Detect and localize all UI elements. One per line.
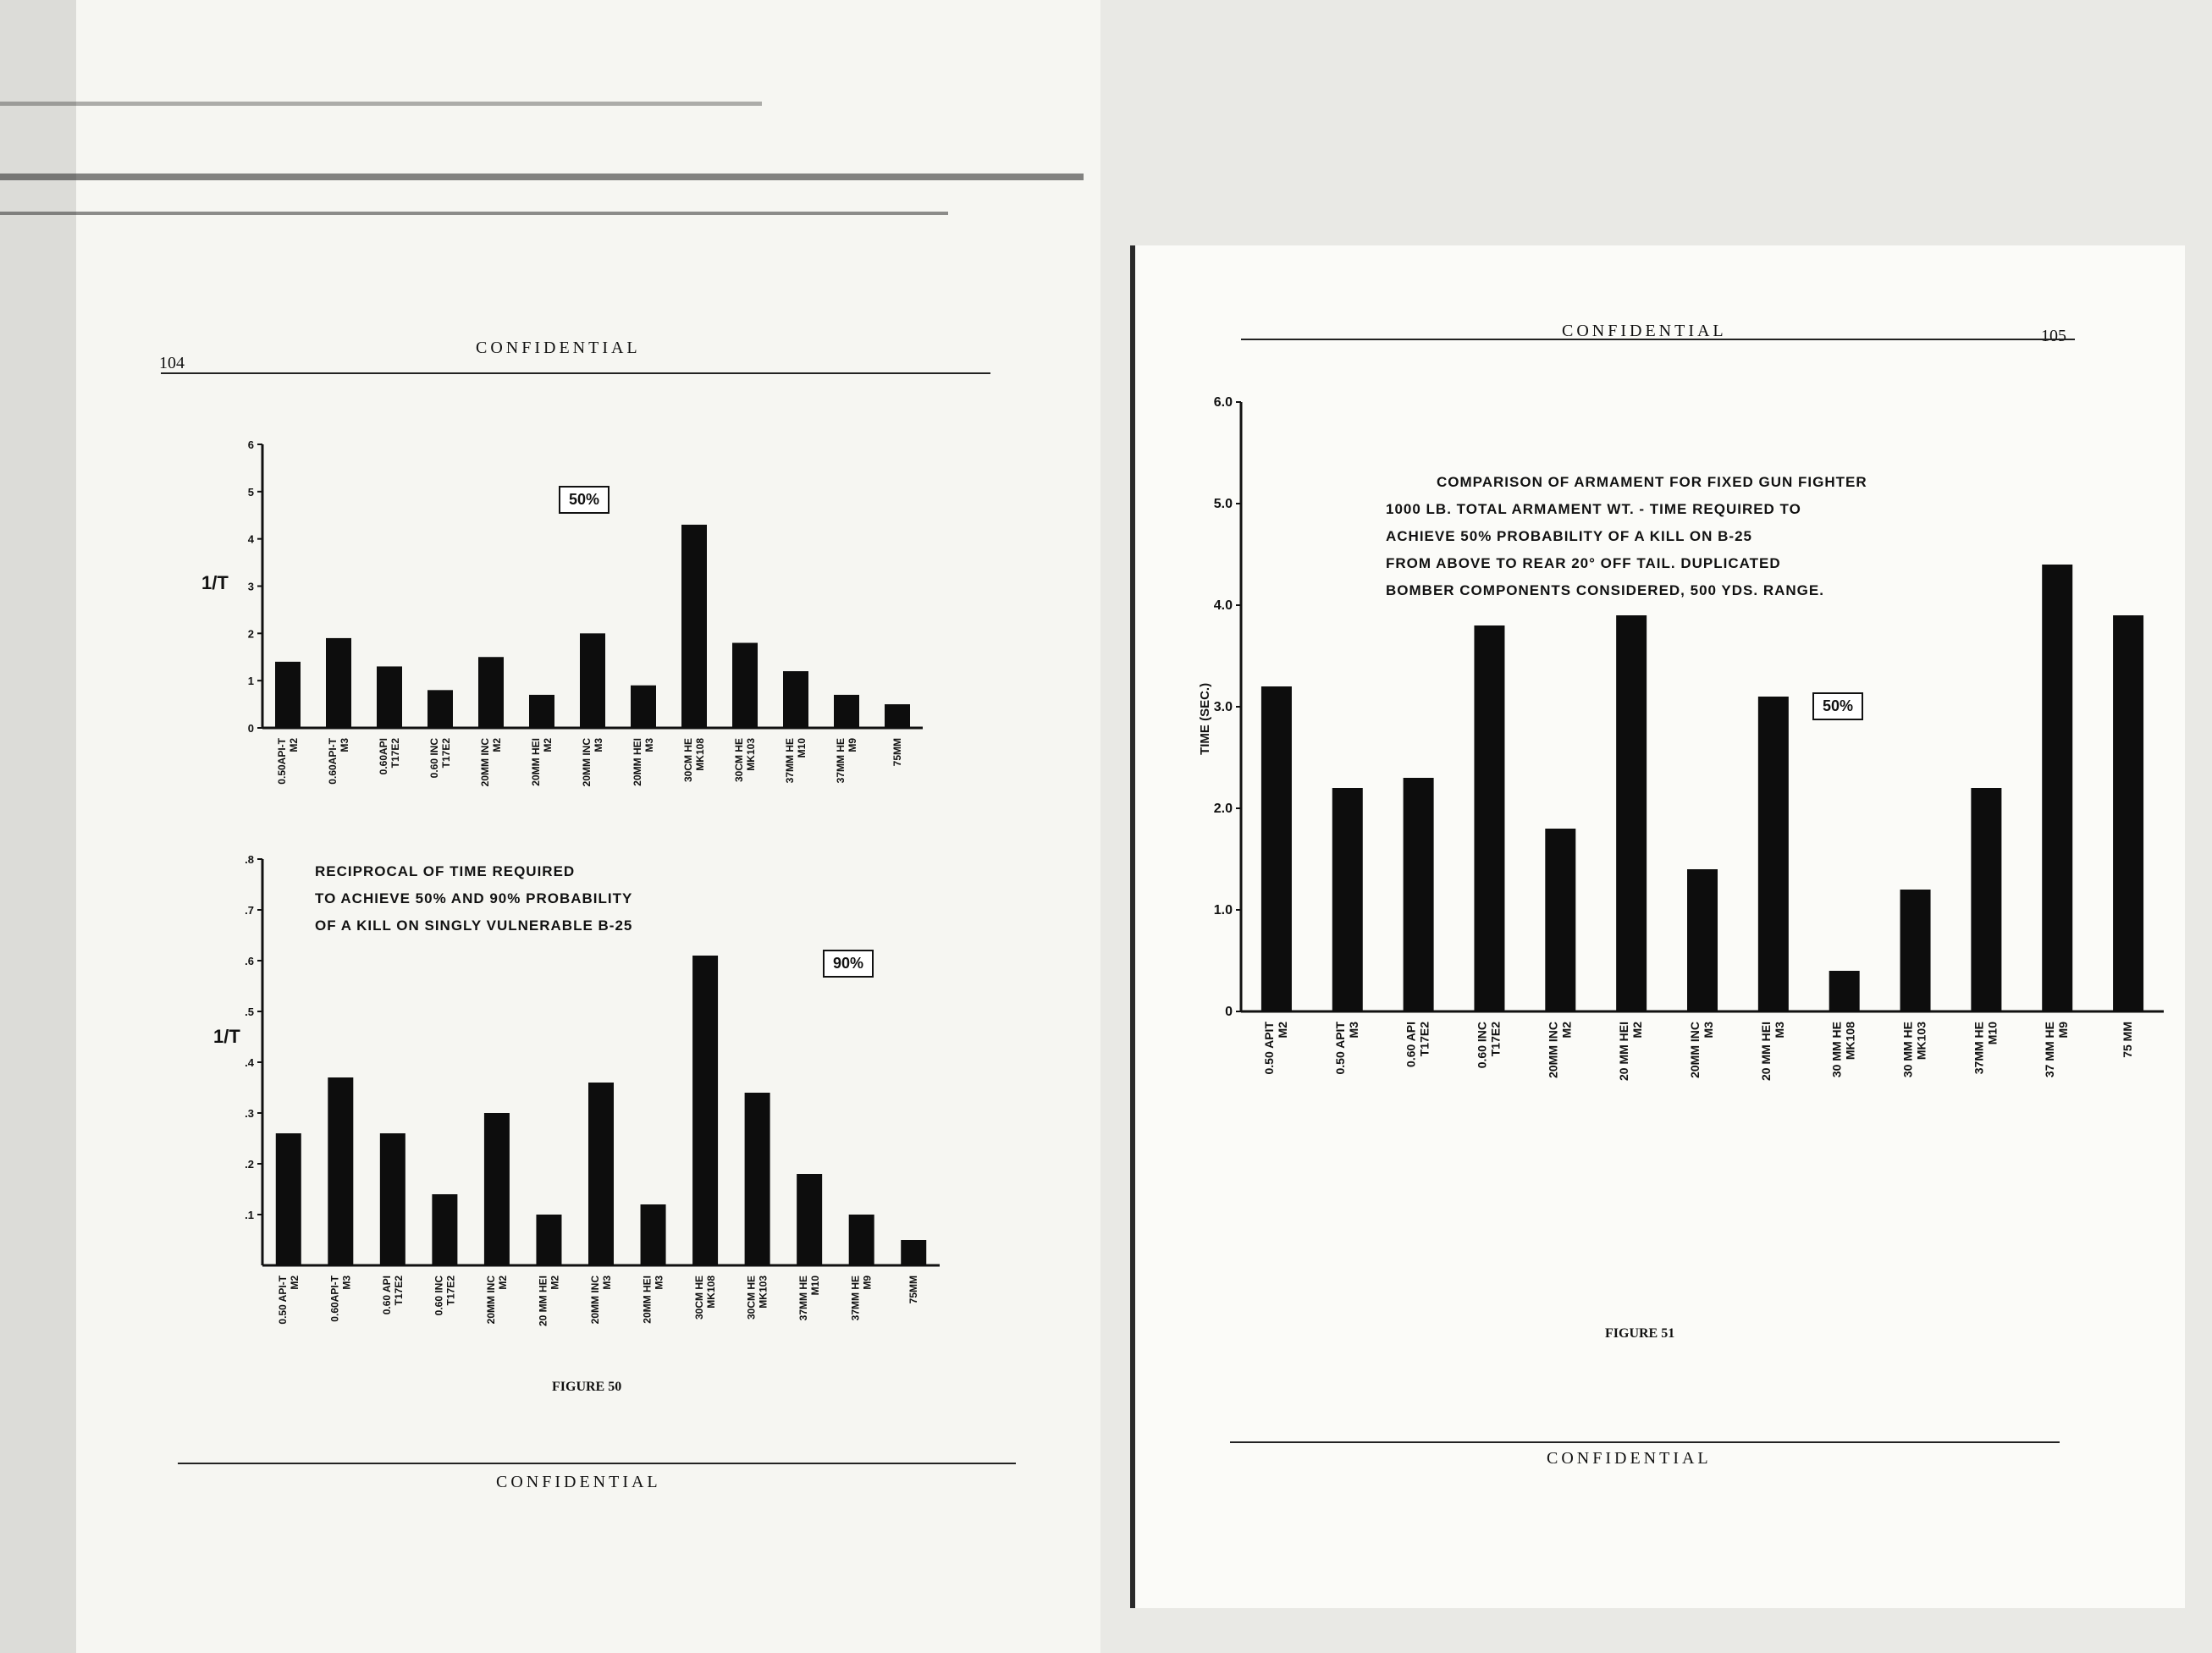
footer-rule xyxy=(1230,1441,2060,1443)
x-tick-label-line: M3 xyxy=(593,738,604,752)
chart-box-label: 90% xyxy=(823,950,874,978)
bar xyxy=(834,695,859,728)
scan-artifact xyxy=(0,102,762,106)
x-tick-label-line: 0.60 API xyxy=(380,1276,393,1315)
x-tick-label xyxy=(784,738,808,784)
bar xyxy=(484,1113,510,1265)
y-tick-label: 3 xyxy=(247,580,254,593)
x-tick-label-line: MK103 xyxy=(1914,1022,1928,1061)
chart-box-label: 50% xyxy=(1812,692,1863,720)
x-tick-label xyxy=(746,1276,770,1320)
x-tick-label-line: 0.50 APIT xyxy=(1332,1022,1347,1075)
x-tick-label-line: M2 xyxy=(1630,1022,1645,1039)
x-tick-label xyxy=(1262,1022,1289,1075)
x-tick-label-line: M2 xyxy=(1275,1022,1289,1039)
bar xyxy=(1687,869,1718,1011)
x-tick-label xyxy=(276,737,300,784)
x-tick-label-line: M2 xyxy=(288,738,300,752)
x-tick-label-line: 30CM HE xyxy=(693,1276,706,1320)
x-tick-label-line: 37MM HE xyxy=(1972,1022,1986,1075)
x-tick-label-line: 30 MM HE xyxy=(1900,1022,1915,1078)
scan-artifact xyxy=(0,0,76,1653)
x-tick-label-line: M2 xyxy=(542,738,554,752)
x-tick-label-line: 20MM INC xyxy=(589,1276,601,1325)
x-tick-label-line: 20MM HEI xyxy=(632,738,643,786)
y-tick-label: .3 xyxy=(245,1107,254,1120)
x-tick-label xyxy=(835,738,858,784)
title-line: TO ACHIEVE 50% AND 90% PROBABILITY xyxy=(315,890,633,906)
y-tick-label: 1.0 xyxy=(1213,903,1233,917)
x-tick-label xyxy=(693,1276,717,1320)
x-tick-label xyxy=(479,738,503,787)
bar xyxy=(1332,788,1363,1011)
scan-artifact xyxy=(0,212,948,215)
x-tick-label-line: M2 xyxy=(1559,1022,1574,1039)
x-tick-label-line: M9 xyxy=(847,738,858,752)
x-tick-label xyxy=(485,1276,509,1325)
bar xyxy=(1261,686,1292,1011)
x-tick-label-line: M10 xyxy=(1985,1022,2000,1045)
x-tick-label xyxy=(378,738,401,775)
x-tick-label-line: M3 xyxy=(339,738,350,752)
x-tick-label-line: 0.50API-T xyxy=(276,738,288,785)
title-line: BOMBER COMPONENTS CONSIDERED, 500 YDS. RANGE. xyxy=(1386,582,1824,598)
y-axis-label: TIME (SEC.) xyxy=(1198,682,1212,755)
x-tick-label xyxy=(1830,1022,1857,1077)
title-line: FROM ABOVE TO REAR 20° OFF TAIL. DUPLICATED xyxy=(1386,555,1781,571)
bar xyxy=(588,1083,614,1265)
x-tick-label-line: 30CM HE xyxy=(682,738,694,783)
x-tick-label xyxy=(891,738,903,766)
x-tick-label-line: 37MM HE xyxy=(835,738,847,784)
bar xyxy=(1545,829,1575,1011)
x-tick-label-line: 20MM HEI xyxy=(641,1276,654,1324)
y-tick-label: 6 xyxy=(247,438,254,451)
x-tick-label-line: T17E2 xyxy=(1488,1022,1503,1057)
header-rule xyxy=(1241,339,2075,340)
x-tick-label-line: 0.60 INC xyxy=(433,1276,445,1316)
y-tick-label: 2 xyxy=(247,627,254,641)
x-tick-label-line: T17E2 xyxy=(444,1276,457,1306)
title-line: OF A KILL ON SINGLY VULNERABLE B-25 xyxy=(315,917,633,934)
x-tick-label-line: M9 xyxy=(2056,1022,2071,1039)
footer-confidential: CONFIDENTIAL xyxy=(1547,1449,1712,1468)
chart-title xyxy=(315,858,632,939)
x-tick-label-line: M9 xyxy=(861,1276,874,1290)
bar xyxy=(681,525,707,728)
x-tick-label-line: 20 MM HEI xyxy=(1617,1022,1631,1082)
chart-box-label: 50% xyxy=(559,486,610,514)
bar xyxy=(478,657,504,728)
x-tick-label-line: 20MM INC xyxy=(479,738,491,787)
bar xyxy=(2113,615,2143,1011)
left-page xyxy=(0,0,1100,1653)
footer-rule xyxy=(178,1463,1016,1464)
bar xyxy=(580,633,605,728)
x-tick-label-line: MK108 xyxy=(1843,1022,1857,1061)
x-tick-label xyxy=(1972,1022,1999,1074)
x-tick-label-line: 30CM HE xyxy=(745,1276,758,1320)
y-tick-label: 4 xyxy=(247,532,254,546)
x-tick-label-line: 37MM HE xyxy=(849,1276,862,1321)
header-confidential: CONFIDENTIAL xyxy=(476,339,641,357)
bar xyxy=(885,704,910,728)
scan-artifact xyxy=(0,174,1084,180)
right-page xyxy=(1130,245,2185,1608)
x-tick-label xyxy=(1333,1022,1360,1075)
x-tick-label-line: MK103 xyxy=(757,1276,770,1309)
x-tick-label-line: MK103 xyxy=(745,738,757,771)
y-tick-label: 6.0 xyxy=(1213,395,1233,410)
x-tick-label-line: 0.60API xyxy=(378,738,389,775)
x-tick-label xyxy=(1404,1022,1431,1067)
bar xyxy=(901,1240,926,1265)
x-tick-label xyxy=(381,1276,405,1315)
x-tick-label xyxy=(1759,1022,1786,1081)
y-tick-label: .7 xyxy=(245,904,254,917)
y-tick-label: .1 xyxy=(245,1209,254,1221)
x-tick-label xyxy=(1546,1022,1573,1078)
x-tick-label xyxy=(328,1275,352,1321)
bar xyxy=(428,690,453,728)
x-tick-label xyxy=(2121,1022,2134,1058)
bar xyxy=(732,643,758,729)
x-tick-label-line: 37MM HE xyxy=(784,738,796,784)
page-number: 104 xyxy=(159,354,185,372)
y-tick-label: .5 xyxy=(245,1006,254,1018)
chart-title xyxy=(1386,469,1867,604)
x-tick-label xyxy=(428,738,452,779)
x-tick-label-line: 20MM INC xyxy=(1546,1022,1560,1078)
bar xyxy=(432,1194,457,1265)
y-tick-label: .4 xyxy=(245,1056,254,1069)
y-tick-label: .6 xyxy=(245,955,254,967)
bar xyxy=(276,1133,301,1265)
x-tick-label-line: 75MM xyxy=(891,738,903,767)
x-tick-label xyxy=(1617,1022,1644,1081)
y-tick-label: 0 xyxy=(1225,1005,1233,1019)
x-tick-label-line: T17E2 xyxy=(392,1276,405,1306)
x-tick-label-line: 0.50 APIT xyxy=(1261,1022,1276,1075)
bar xyxy=(1404,778,1434,1011)
bar xyxy=(328,1077,353,1265)
x-tick-label-line: M2 xyxy=(496,1276,509,1290)
bar xyxy=(692,956,718,1265)
page-number: 105 xyxy=(2041,327,2066,345)
y-tick-label: 5 xyxy=(247,485,254,499)
x-tick-label-line: M3 xyxy=(643,738,655,752)
x-tick-label-line: 20 MM HEI xyxy=(537,1276,549,1327)
bar xyxy=(631,686,656,728)
x-tick-label-line: T17E2 xyxy=(1417,1022,1431,1057)
title-line: RECIPROCAL OF TIME REQUIRED xyxy=(315,863,576,879)
x-tick-label xyxy=(433,1276,456,1316)
title-line: COMPARISON OF ARMAMENT FOR FIXED GUN FIGHTER xyxy=(1437,474,1867,490)
x-tick-label-line: 20MM INC xyxy=(484,1276,497,1325)
x-tick-label xyxy=(1475,1022,1502,1068)
title-line: ACHIEVE 50% PROBABILITY OF A KILL ON B-25 xyxy=(1386,528,1753,544)
x-tick-label xyxy=(682,738,706,782)
x-tick-label-line: 0.60 API xyxy=(1404,1022,1418,1067)
figure-caption: FIGURE 50 xyxy=(552,1380,622,1394)
x-tick-label-line: MK108 xyxy=(705,1276,718,1309)
x-tick-label xyxy=(277,1275,301,1324)
title-line: 1000 LB. TOTAL ARMAMENT WT. - TIME REQUIRED TO xyxy=(1386,501,1801,517)
bar xyxy=(529,695,554,728)
header-rule xyxy=(161,372,990,374)
x-tick-label-line: M10 xyxy=(796,738,808,758)
y-axis-symbol: 1/T xyxy=(201,572,229,593)
x-tick-label xyxy=(1688,1022,1715,1078)
x-tick-label xyxy=(530,738,554,786)
bar xyxy=(783,671,808,728)
bar xyxy=(1971,788,2001,1011)
y-tick-label: 2.0 xyxy=(1213,802,1233,816)
figure-caption: FIGURE 51 xyxy=(1605,1326,1675,1341)
x-tick-label xyxy=(907,1276,919,1303)
x-tick-label-line: 20MM INC xyxy=(1688,1022,1702,1078)
bar xyxy=(745,1093,770,1265)
bar xyxy=(380,1133,405,1265)
bar xyxy=(641,1204,666,1265)
y-tick-label: .8 xyxy=(245,853,254,866)
y-tick-label: 1 xyxy=(247,675,254,688)
y-tick-label: 4.0 xyxy=(1213,598,1233,613)
x-tick-label-line: M3 xyxy=(1702,1022,1715,1039)
bar xyxy=(1616,615,1647,1011)
x-tick-label xyxy=(581,738,604,787)
bar xyxy=(2042,565,2072,1011)
y-tick-label: .2 xyxy=(245,1158,254,1171)
x-tick-label xyxy=(642,1276,665,1324)
x-tick-label-line: 0.60API-T xyxy=(327,738,339,785)
x-tick-label-line: M3 xyxy=(601,1276,613,1290)
x-tick-label-line: 20 MM HEI xyxy=(1758,1022,1773,1082)
x-tick-label-line: MK108 xyxy=(694,738,706,771)
x-tick-label-line: M3 xyxy=(1772,1022,1786,1039)
bar xyxy=(536,1215,561,1265)
bar xyxy=(1758,697,1789,1011)
bar xyxy=(377,666,402,728)
footer-confidential: CONFIDENTIAL xyxy=(496,1473,661,1491)
x-tick-label xyxy=(797,1276,821,1321)
bar xyxy=(1829,971,1860,1011)
y-axis-symbol: 1/T xyxy=(213,1026,240,1047)
x-tick-label-line: 20MM INC xyxy=(581,738,593,787)
y-tick-label: 5.0 xyxy=(1213,497,1233,511)
x-tick-label-line: T17E2 xyxy=(440,738,452,769)
x-tick-label xyxy=(2043,1022,2070,1077)
x-tick-label xyxy=(537,1276,560,1326)
x-tick-label xyxy=(589,1276,613,1325)
x-tick-label-line: M3 xyxy=(1346,1022,1360,1039)
x-tick-label-line: 0.60API-T xyxy=(328,1276,341,1322)
bar xyxy=(326,638,351,728)
x-tick-label-line: M2 xyxy=(288,1276,301,1290)
bar xyxy=(797,1174,822,1265)
x-tick-label-line: M3 xyxy=(340,1276,353,1290)
y-tick-label: 0 xyxy=(247,722,254,735)
y-tick-label: 3.0 xyxy=(1213,700,1233,714)
x-tick-label xyxy=(733,738,757,782)
bar xyxy=(1474,625,1504,1011)
x-tick-label-line: 20MM HEI xyxy=(530,738,542,786)
x-tick-label-line: T17E2 xyxy=(389,738,401,769)
x-tick-label-line: M10 xyxy=(809,1276,822,1296)
x-tick-label-line: 75MM xyxy=(907,1276,920,1304)
x-tick-label-line: M2 xyxy=(549,1276,561,1290)
bar xyxy=(1900,890,1931,1011)
x-tick-label-line: 37 MM HE xyxy=(2043,1022,2057,1078)
x-tick-label xyxy=(1901,1022,1928,1077)
x-tick-label xyxy=(632,738,655,786)
bar xyxy=(849,1215,874,1265)
x-tick-label-line: 0.60 INC xyxy=(428,738,440,779)
x-tick-label-line: 0.60 INC xyxy=(1475,1022,1489,1069)
x-tick-label-line: 0.50 API-T xyxy=(276,1276,289,1325)
x-tick-label-line: 75 MM xyxy=(2121,1022,2135,1058)
x-tick-label-line: 30 MM HE xyxy=(1829,1022,1844,1078)
x-tick-label-line: M2 xyxy=(491,738,503,752)
x-tick-label-line: 37MM HE xyxy=(797,1276,810,1321)
bar xyxy=(275,662,301,728)
header-confidential: CONFIDENTIAL xyxy=(1562,322,1727,340)
x-tick-label xyxy=(850,1276,874,1321)
x-tick-label-line: 30CM HE xyxy=(733,738,745,783)
x-tick-label-line: M3 xyxy=(653,1276,665,1290)
x-tick-label xyxy=(327,737,350,784)
